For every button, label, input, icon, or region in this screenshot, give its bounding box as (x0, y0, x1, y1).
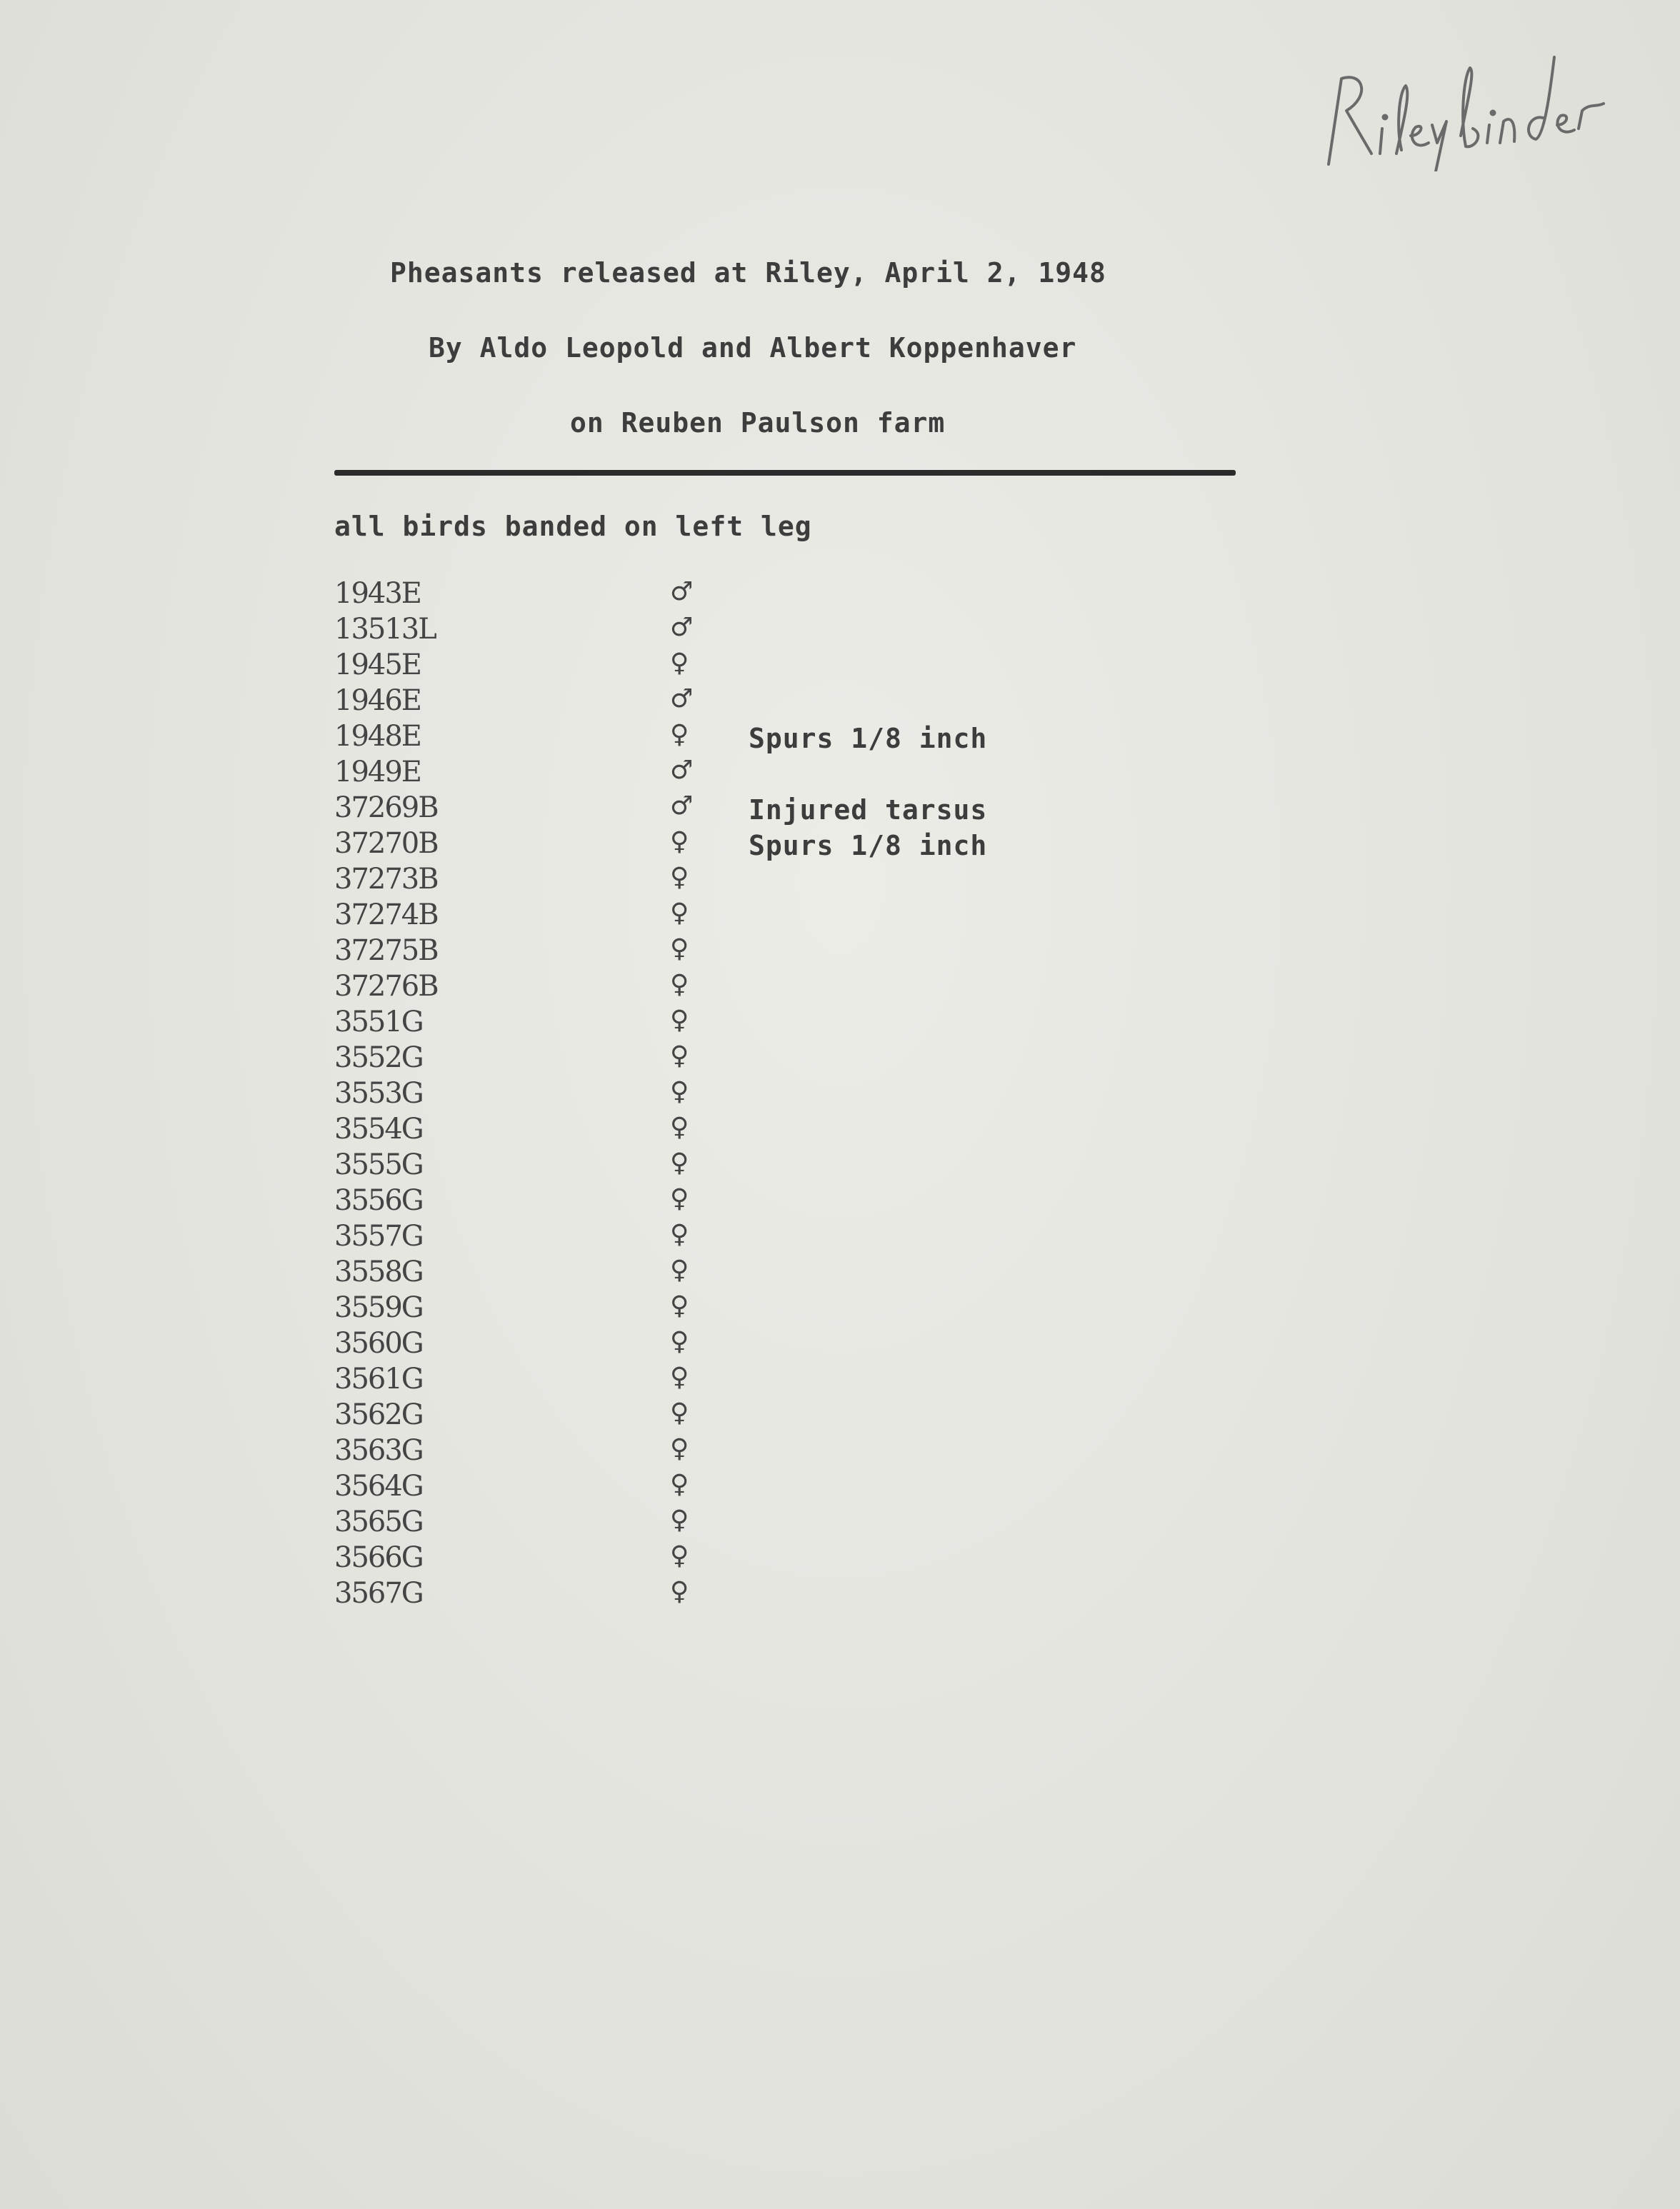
bird-remark: Injured tarsus (749, 794, 988, 826)
band-number: 1949E (334, 756, 421, 788)
band-number: 37275B (334, 934, 438, 967)
handwritten-riley-binder-signature (1314, 29, 1629, 171)
bird-row (334, 1220, 1120, 1256)
sex-symbol: ♂ (670, 613, 694, 642)
band-number: 3565G (334, 1506, 423, 1538)
sex-symbol: ♀ (670, 1506, 689, 1535)
band-number: 3562G (334, 1398, 423, 1431)
band-number: 3567G (334, 1577, 423, 1610)
band-number: 37276B (334, 970, 438, 1003)
band-number: 3556G (334, 1184, 423, 1217)
document-title: Pheasants released at Riley, April 2, 1948 (390, 257, 1106, 289)
sex-symbol: ♀ (670, 1327, 689, 1356)
bird-row (334, 970, 1120, 1006)
sex-symbol: ♀ (670, 1256, 689, 1285)
sex-symbol: ♀ (670, 1113, 689, 1142)
band-number: 3564G (334, 1470, 423, 1503)
bird-row (334, 1398, 1120, 1434)
document-location: on Reuben Paulson farm (570, 407, 946, 439)
band-number: 37274B (334, 898, 438, 931)
bird-row (334, 1541, 1120, 1577)
bird-row (334, 577, 1120, 613)
bird-row (334, 613, 1120, 648)
bird-row (334, 1363, 1120, 1398)
bird-row (334, 720, 1120, 756)
bird-remark: Spurs 1/8 inch (749, 723, 988, 754)
sex-symbol: ♀ (670, 1434, 689, 1463)
band-number: 13513L (334, 613, 436, 646)
band-number: 3560G (334, 1327, 423, 1360)
bird-row (334, 863, 1120, 898)
bird-row (334, 1256, 1120, 1291)
sex-symbol: ♀ (670, 1291, 689, 1321)
bird-row (334, 1327, 1120, 1363)
banding-note: all birds banded on left leg (334, 511, 812, 542)
sex-symbol: ♂ (670, 577, 694, 606)
sex-symbol: ♂ (670, 756, 694, 785)
sex-symbol: ♀ (670, 1077, 689, 1106)
bird-row (334, 1006, 1120, 1041)
bird-row (334, 1434, 1120, 1470)
bird-row (334, 791, 1120, 827)
sex-symbol: ♀ (670, 934, 689, 963)
sex-symbol: ♀ (670, 1220, 689, 1249)
bird-row (334, 1041, 1120, 1077)
sex-symbol: ♂ (670, 791, 694, 821)
bird-row (334, 1077, 1120, 1113)
sex-symbol: ♀ (670, 1006, 689, 1035)
handwritten-annotation (1314, 29, 1629, 171)
bird-row (334, 1291, 1120, 1327)
sex-symbol: ♀ (670, 898, 689, 928)
band-number: 3566G (334, 1541, 423, 1574)
band-number: 3557G (334, 1220, 423, 1253)
sex-symbol: ♂ (670, 684, 694, 713)
sex-symbol: ♀ (670, 1148, 689, 1178)
sex-symbol: ♀ (670, 1541, 689, 1571)
band-number: 3561G (334, 1363, 423, 1396)
band-number: 3558G (334, 1256, 423, 1288)
band-number: 3555G (334, 1148, 423, 1181)
bird-row (334, 934, 1120, 970)
band-number: 1948E (334, 720, 421, 753)
sex-symbol: ♀ (670, 720, 689, 749)
bird-remark: Spurs 1/8 inch (749, 830, 988, 861)
sex-symbol: ♀ (670, 1470, 689, 1499)
band-number: 1945E (334, 648, 421, 681)
band-number: 3552G (334, 1041, 423, 1074)
band-number: 3559G (334, 1291, 423, 1324)
bird-row (334, 898, 1120, 934)
document-authors: By Aldo Leopold and Albert Koppenhaver (429, 332, 1077, 364)
bird-row (334, 1577, 1120, 1613)
bird-row (334, 1506, 1120, 1541)
bird-row (334, 756, 1120, 791)
band-number: 1946E (334, 684, 421, 717)
sex-symbol: ♀ (670, 827, 689, 856)
band-number: 3554G (334, 1113, 423, 1146)
band-number: 3563G (334, 1434, 423, 1467)
sex-symbol: ♀ (670, 1184, 689, 1213)
bird-row (334, 1113, 1120, 1148)
bird-row (334, 648, 1120, 684)
bird-row (334, 1184, 1120, 1220)
sex-symbol: ♀ (670, 1363, 689, 1392)
bird-row (334, 684, 1120, 720)
sex-symbol: ♀ (670, 970, 689, 999)
band-number: 37273B (334, 863, 438, 896)
band-number: 1943E (334, 577, 421, 610)
header-divider (334, 470, 1236, 476)
band-number: 3553G (334, 1077, 423, 1110)
bird-row (334, 1148, 1120, 1184)
band-number: 37269B (334, 791, 438, 824)
bird-list (334, 577, 1120, 1613)
band-number: 3551G (334, 1006, 423, 1038)
bird-row (334, 1470, 1120, 1506)
band-number: 37270B (334, 827, 438, 860)
sex-symbol: ♀ (670, 863, 689, 892)
sex-symbol: ♀ (670, 1577, 689, 1606)
sex-symbol: ♀ (670, 1398, 689, 1428)
sex-symbol: ♀ (670, 648, 689, 678)
bird-row (334, 827, 1120, 863)
sex-symbol: ♀ (670, 1041, 689, 1071)
